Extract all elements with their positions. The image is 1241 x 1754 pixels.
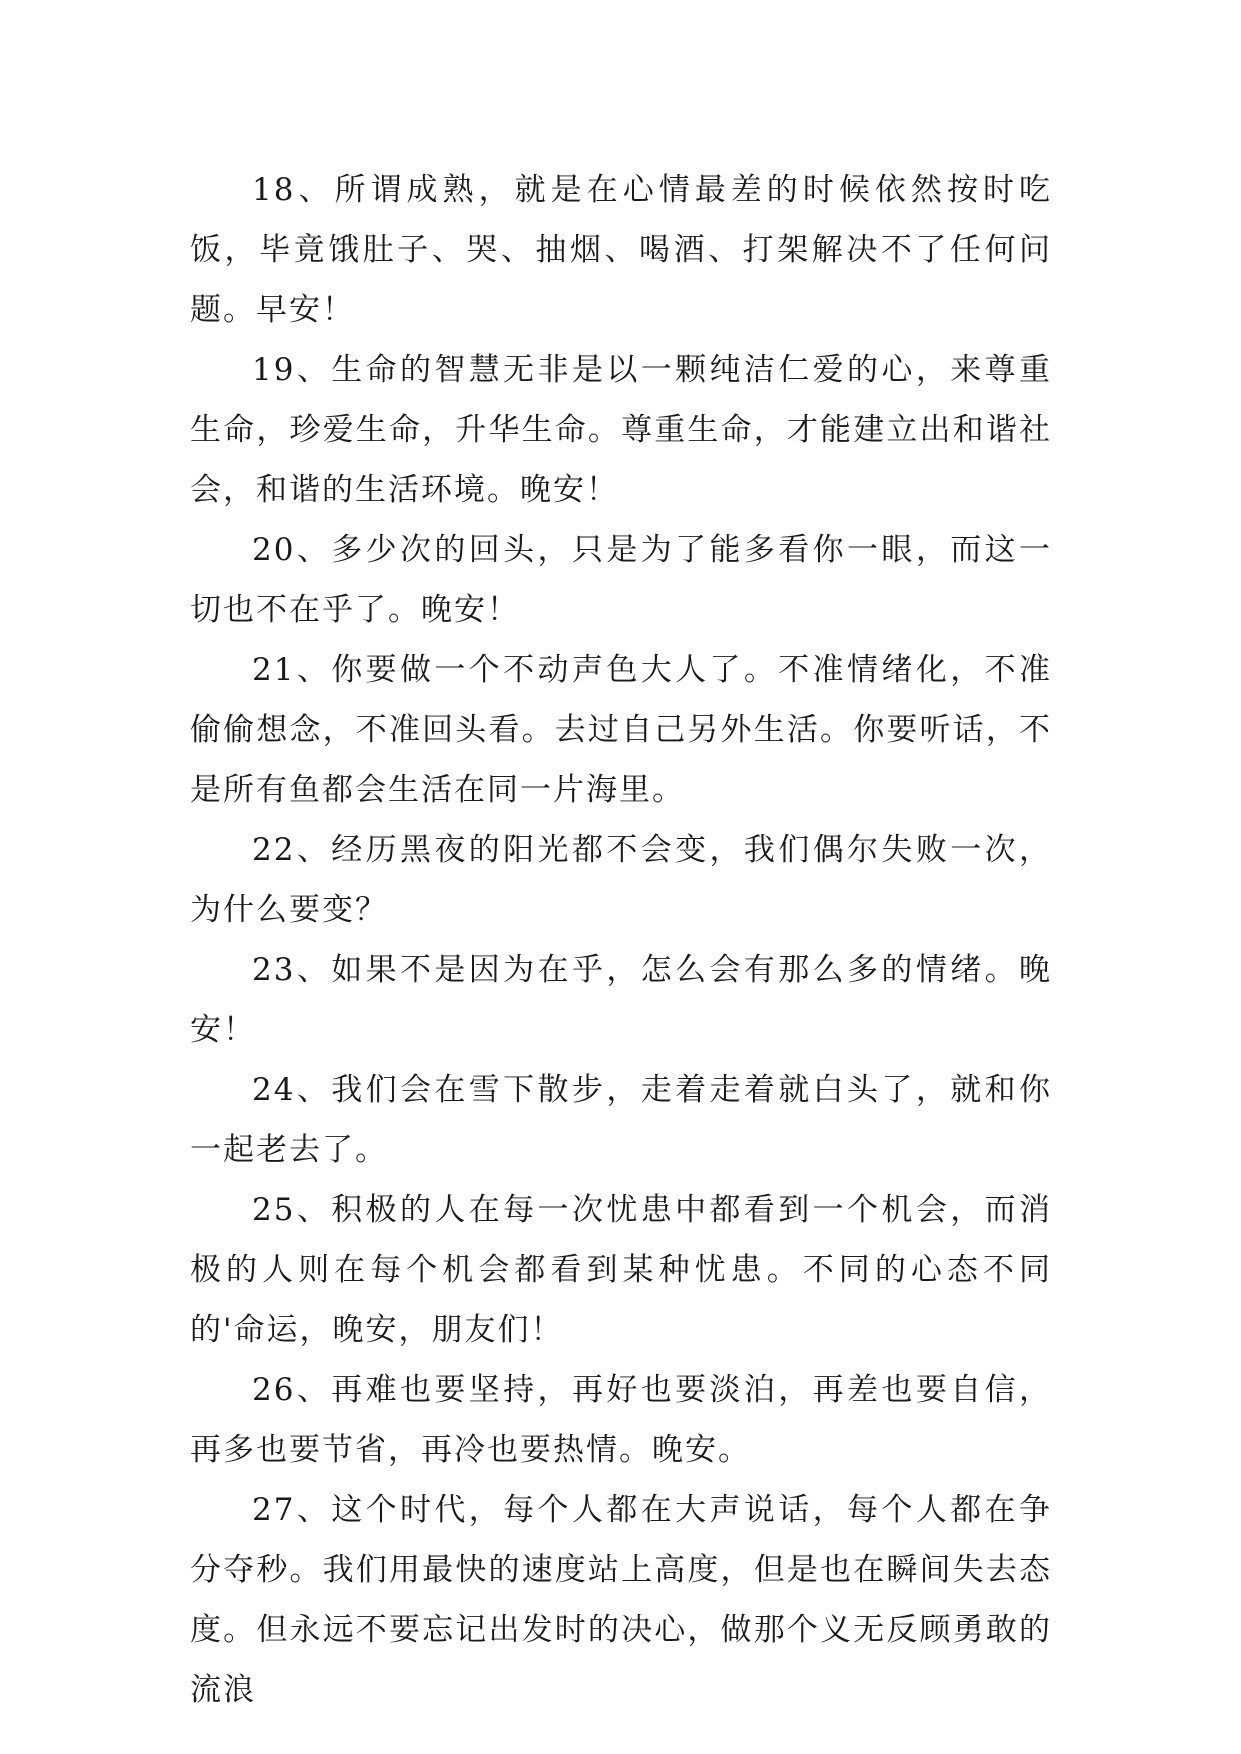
paragraph-21: 21、你要做一个不动声色大人了。不准情绪化，不准偷偷想念，不准回头看。去过自己另外生活。你要听话，不是所有鱼都会生活在同一片海里。 (190, 652, 1052, 808)
paragraph-24: 24、我们会在雪下散步，走着走着就白头了，就和你一起老去了。 (190, 1072, 1052, 1168)
paragraph-25: 25、积极的人在每一次忧患中都看到一个机会，而消极的人则在每个机会都看到某种忧患。不同的心态不同的'命运，晚安，朋友们！ (190, 1192, 1052, 1348)
paragraph-26: 26、再难也要坚持，再好也要淡泊，再差也要自信，再多也要节省，再冷也要热情。晚安。 (190, 1372, 1052, 1468)
paragraph-23: 23、如果不是因为在乎，怎么会有那么多的情绪。晚安！ (190, 952, 1052, 1048)
paragraph-22: 22、经历黑夜的阳光都不会变，我们偶尔失败一次，为什么要变？ (190, 832, 1052, 928)
paragraph-27: 27、这个时代，每个人都在大声说话，每个人都在争分夺秒。我们用最快的速度站上高度，但是也在瞬间失去态度。但永远不要忘记出发时的决心，做那个义无反顾勇敢的流浪 (190, 1492, 1052, 1708)
paragraph-20: 20、多少次的回头，只是为了能多看你一眼，而这一切也不在乎了。晚安！ (190, 532, 1052, 628)
paragraph-18: 18、所谓成熟，就是在心情最差的时候依然按时吃饭，毕竟饿肚子、哭、抽烟、喝酒、打架解决不了任何问题。早安！ (190, 172, 1052, 328)
paragraph-19: 19、生命的智慧无非是以一颗纯洁仁爱的心，来尊重生命，珍爱生命，升华生命。尊重生命，才能建立出和谐社会，和谐的生活环境。晚安！ (190, 352, 1052, 508)
document-body (190, 160, 1052, 1720)
